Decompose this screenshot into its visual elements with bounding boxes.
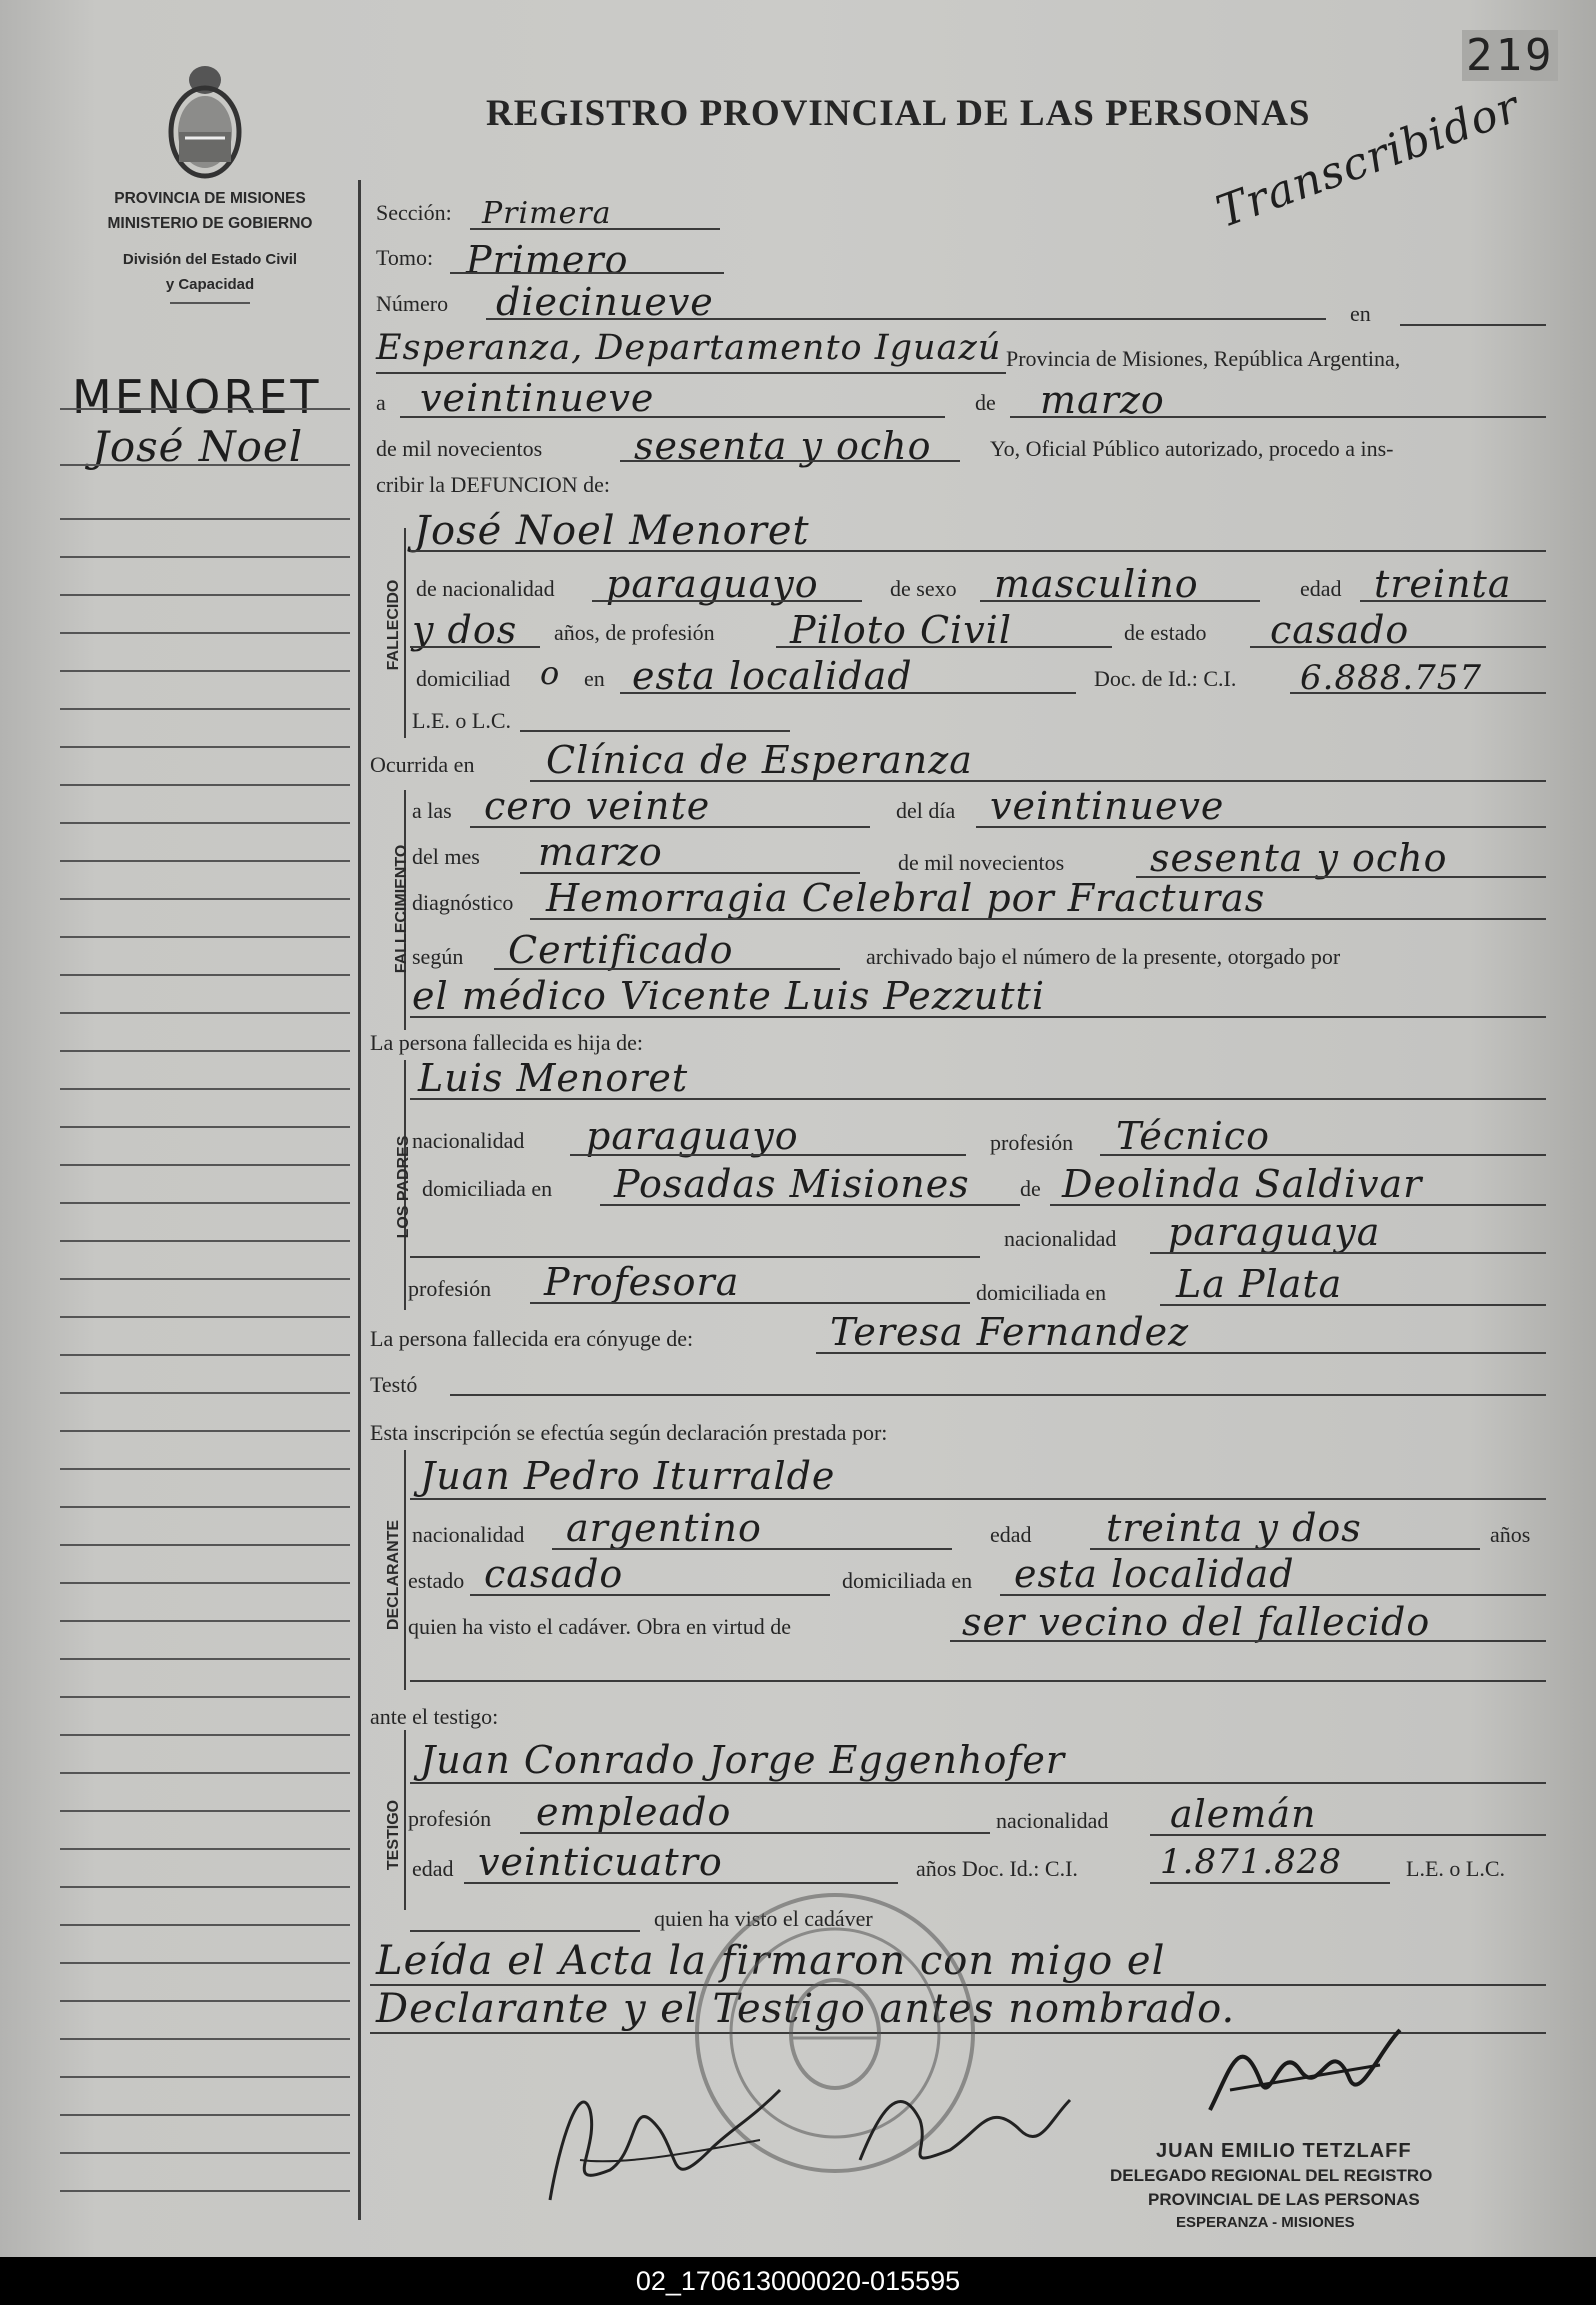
label-cribir: cribir la DEFUNCION de:	[376, 472, 611, 497]
label-edad: edad	[1300, 576, 1342, 601]
label-testo: Testó	[370, 1372, 418, 1397]
label-domiciliad: domiciliad	[416, 666, 511, 691]
label-provincia: Provincia de Misiones, República Argentina,	[1006, 346, 1401, 371]
margin-given-names: José Noel	[92, 422, 304, 471]
label-hija-de: La persona fallecida es hija de:	[370, 1030, 644, 1055]
agency-line-2: MINISTERIO DE GOBIERNO	[107, 215, 313, 232]
value-edad-2: y dos	[412, 608, 518, 652]
value-edad-1: treinta	[1374, 562, 1512, 606]
section-label-fallecimiento: FALLECIMIENTO	[393, 844, 410, 974]
value-medico: el médico Vicente Luis Pezzutti	[412, 974, 1045, 1018]
value-seccion: Primera	[482, 196, 612, 231]
agency-line-1: PROVINCIA DE MISIONES	[114, 190, 306, 207]
label-padre-nacionalidad: nacionalidad	[412, 1128, 525, 1153]
label-de-madre: de	[1020, 1176, 1041, 1201]
agency-line-4: y Capacidad	[165, 276, 255, 293]
label-a: a	[376, 390, 386, 415]
value-tomo: Primero	[466, 238, 629, 282]
label-de-mil-fall: de mil novecientos	[898, 850, 1065, 875]
page-title: REGISTRO PROVINCIAL DE LAS PERSONAS	[486, 93, 1311, 134]
section-label-fallecido: FALLECIDO	[385, 579, 402, 671]
section-label-padres: LOS PADRES	[395, 1135, 412, 1239]
value-diagnostico: Hemorragia Celebral por Fracturas	[546, 876, 1266, 920]
value-declarante: Juan Pedro Iturralde	[420, 1454, 836, 1498]
value-nacionalidad: paraguayo	[606, 562, 819, 606]
label-de-sexo: de sexo	[890, 576, 957, 601]
image-id-footer: 02_170613000020-015595	[0, 2257, 1596, 2305]
label-le-o-lc: L.E. o L.C.	[1406, 1856, 1505, 1881]
value-declarante-virtud: ser vecino del fallecido	[962, 1600, 1431, 1644]
value-hora: cero veinte	[484, 784, 711, 828]
label-en: en	[1350, 301, 1371, 326]
value-declarante-estado: casado	[484, 1552, 624, 1596]
official-name: JUAN EMILIO TETZLAFF	[1156, 2140, 1412, 2162]
agency-line-3: División del Estado Civil	[122, 251, 298, 268]
testigo-signature-icon	[840, 2060, 1080, 2190]
value-sexo: masculino	[994, 562, 1199, 606]
label-declarante-domicilio: domiciliada en	[842, 1568, 973, 1593]
page-number: 219	[1462, 30, 1558, 81]
label-yo: Yo, Oficial Público autorizado, procedo a ins-	[990, 436, 1394, 461]
value-padre-domicilio: Posadas Misiones	[614, 1162, 970, 1206]
value-dia: veintinueve	[420, 376, 655, 420]
section-label-declarante: DECLARANTE	[385, 1519, 402, 1631]
label-padre-profesion: profesión	[990, 1130, 1074, 1155]
value-profesion: Piloto Civil	[790, 608, 1012, 652]
value-testigo-edad: veinticuatro	[478, 1840, 723, 1884]
label-testigo-nacionalidad: nacionalidad	[996, 1808, 1109, 1833]
closing-line-1: Leída el Acta la firmaron con migo el	[376, 1938, 1166, 1984]
label-ante-testigo: ante el testigo:	[370, 1704, 499, 1729]
label-a-las: a las	[412, 798, 452, 823]
closing-line-2: Declarante y el Testigo antes nombrado.	[376, 1986, 1236, 2032]
label-quien-ha-visto: quien ha visto el cadáver	[654, 1906, 873, 1931]
header-signature: Transcribidor	[1210, 81, 1527, 238]
label-madre-domicilio: domiciliada en	[976, 1280, 1107, 1305]
value-numero: diecinueve	[496, 280, 714, 324]
official-title-1: DELEGADO REGIONAL DEL REGISTRO	[1110, 2166, 1433, 2185]
label-archivado: archivado bajo el número de la presente, otorgado por	[866, 944, 1341, 969]
margin-surname: MENORET	[72, 370, 322, 424]
label-numero: Número	[376, 291, 449, 316]
label-anos-doc: años Doc. Id.: C.I.	[916, 1856, 1078, 1881]
value-declarante-domicilio: esta localidad	[1014, 1552, 1295, 1596]
label-madre-profesion: profesión	[408, 1276, 492, 1301]
value-madre-nacionalidad: paraguaya	[1168, 1210, 1381, 1254]
declarante-signature-icon	[520, 2050, 820, 2220]
value-estado: casado	[1270, 608, 1410, 652]
label-seccion: Sección:	[376, 200, 452, 225]
value-fallecido: José Noel Menoret	[414, 508, 810, 554]
label-diagnostico: diagnóstico	[412, 890, 514, 915]
label-testigo-profesion: profesión	[408, 1806, 492, 1831]
value-madre-profesion: Profesora	[544, 1260, 740, 1304]
value-testigo-profesion: empleado	[536, 1790, 732, 1834]
value-testigo-nacionalidad: alemán	[1170, 1792, 1317, 1836]
value-mes: marzo	[1040, 378, 1165, 422]
label-declarante-nacionalidad: nacionalidad	[412, 1522, 525, 1547]
label-del-dia: del día	[896, 798, 956, 823]
value-anio-fall: sesenta y ocho	[1150, 836, 1448, 880]
value-dia-fall: veintinueve	[990, 784, 1225, 828]
value-madre-domicilio: La Plata	[1176, 1262, 1343, 1306]
official-title-3: ESPERANZA - MISIONES	[1176, 2214, 1355, 2231]
label-declarante-edad: edad	[990, 1522, 1032, 1547]
label-anos-profesion: años, de profesión	[554, 620, 715, 645]
label-en-domicilio: en	[584, 666, 605, 691]
value-anio: sesenta y ocho	[634, 424, 932, 468]
value-ci: 6.888.757	[1300, 658, 1483, 698]
label-tomo: Tomo:	[376, 245, 434, 270]
value-testigo: Juan Conrado Jorge Eggenhofer	[420, 1738, 1066, 1782]
label-padre-domicilio: domiciliada en	[422, 1176, 553, 1201]
value-conyuge: Teresa Fernandez	[830, 1310, 1190, 1354]
label-anos: años	[1490, 1522, 1531, 1547]
label-de-mil: de mil novecientos	[376, 436, 543, 461]
label-conyuge: La persona fallecida era cónyuge de:	[370, 1326, 694, 1351]
value-declarante-edad: treinta y dos	[1106, 1506, 1362, 1550]
label-de-mes: de	[975, 390, 996, 415]
label-ocurrida-en: Ocurrida en	[370, 752, 475, 777]
label-doc-id: Doc. de Id.: C.I.	[1094, 666, 1237, 691]
official-title-2: PROVINCIAL DE LAS PERSONAS	[1148, 2190, 1420, 2209]
value-madre: Deolinda Saldivar	[1062, 1162, 1423, 1206]
coat-of-arms-icon	[155, 52, 255, 182]
value-domiciliado-sufijo: o	[540, 654, 561, 692]
label-de-estado: de estado	[1124, 620, 1207, 645]
label-declarante-estado: estado	[408, 1568, 465, 1593]
label-le-lc: L.E. o L.C.	[412, 708, 511, 733]
label-testigo-edad: edad	[412, 1856, 454, 1881]
value-localidad: Esperanza, Departamento Iguazú	[376, 328, 1002, 368]
section-label-testigo: TESTIGO	[385, 1799, 402, 1871]
value-testigo-ci: 1.871.828	[1160, 1842, 1343, 1882]
value-declarante-nacionalidad: argentino	[566, 1506, 762, 1550]
label-de-nacionalidad: de nacionalidad	[416, 576, 555, 601]
value-ocurrida: Clínica de Esperanza	[546, 738, 973, 782]
value-segun: Certificado	[508, 928, 734, 972]
label-esta-inscripcion: Esta inscripción se efectúa según declaración prestada por:	[370, 1420, 888, 1445]
value-domicilio: esta localidad	[632, 654, 913, 698]
value-padre-profesion: Técnico	[1116, 1114, 1270, 1158]
label-madre-nacionalidad: nacionalidad	[1004, 1226, 1117, 1251]
label-del-mes: del mes	[412, 844, 480, 869]
label-quien-visto: quien ha visto el cadáver. Obra en virtud de	[408, 1614, 792, 1639]
value-mes-fall: marzo	[538, 830, 663, 874]
value-padre: Luis Menoret	[418, 1056, 689, 1100]
official-signature-icon	[1190, 2010, 1410, 2130]
label-segun: según	[412, 944, 464, 969]
value-padre-nacionalidad: paraguayo	[586, 1114, 799, 1158]
